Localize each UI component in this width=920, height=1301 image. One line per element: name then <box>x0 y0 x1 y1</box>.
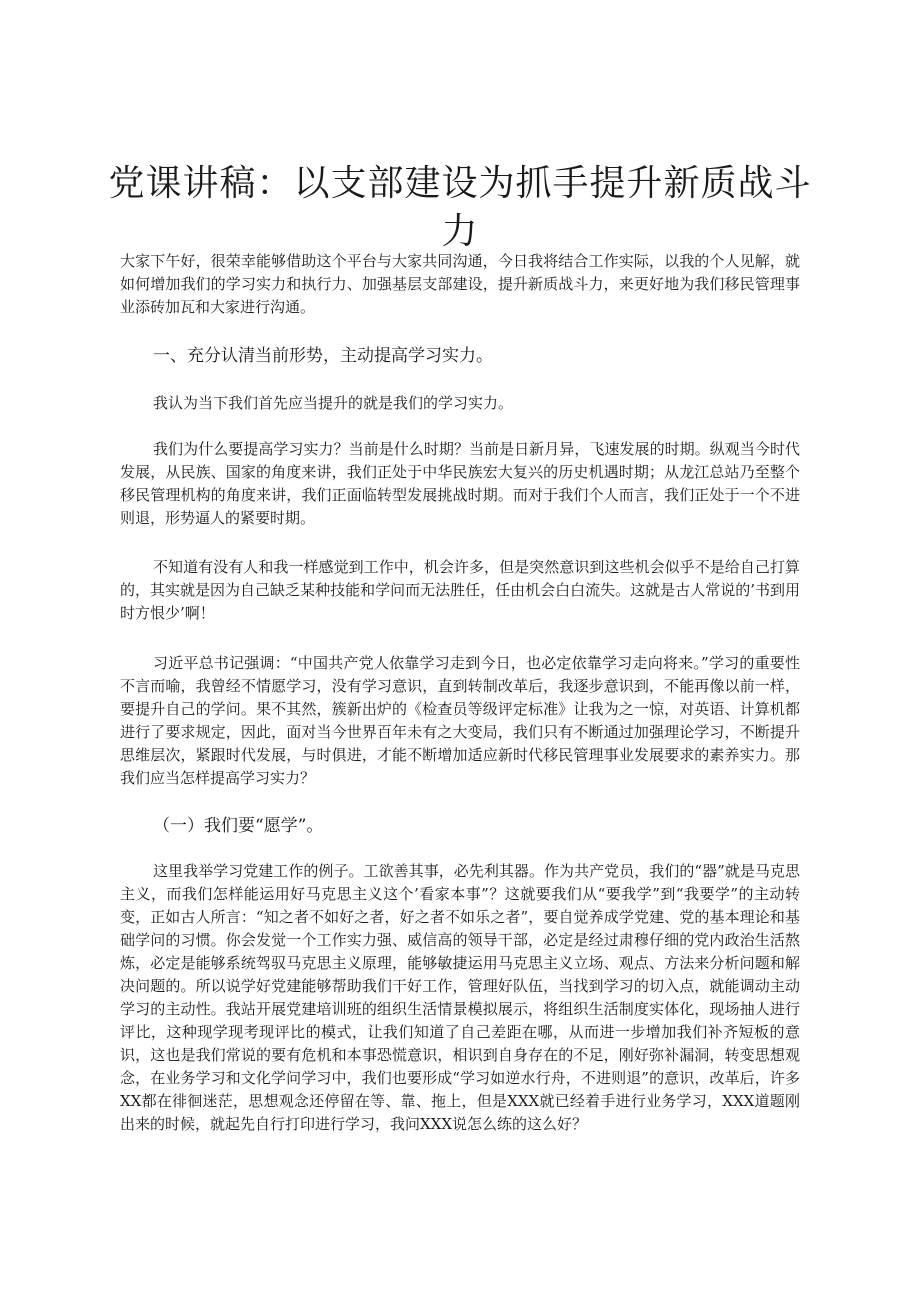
paragraph-2: 我们为什么要提高学习实力？当前是什么时期？当前是日新月异，飞速发展的时期。纵观当今时代发展，从民族、国家的角度来讲，我们正处于中华民族宏大复兴的历史机遇时期；从龙江总站乃至整个移民管理机构的角度来讲，我们正面临转型发展挑战时期。而对于我们个人而言，我们正处于一个不进则退，形势逼人的紧要时期。 <box>120 440 800 527</box>
intro-paragraph: 大家下午好，很荣幸能够借助这个平台与大家共同沟通，今日我将结合工作实际，以我的个人见解，就如何增加我们的学习实力和执行力、加强基层支部建设，提升新质战斗力，来更好地为我们移民管理事业添砖加瓦和大家进行沟通。 <box>120 252 800 316</box>
paragraph-3: 不知道有没有人和我一样感觉到工作中，机会许多，但是突然意识到这些机会似乎不是给自己打算的，其实就是因为自己缺乏某种技能和学问而无法胜任，任由机会白白流失。这就是古人常说的’书到用时方恨少’啊！ <box>120 558 800 622</box>
title-line-1: 党课讲稿：以支部建设为抓手提升新质战斗 <box>108 163 812 204</box>
paragraph-1: 我认为当下我们首先应当提升的就是我们的学习实力。 <box>153 394 514 412</box>
subsection-1-heading: （一）我们要“愿学”。 <box>153 816 324 836</box>
document-title <box>100 160 820 256</box>
paragraph-4: 习近平总书记强调：“中国共产党人依靠学习走到今日，也必定依靠学习走向将来。”学习的重要性不言而喻，我曾经不情愿学习，没有学习意识，直到转制改革后，我逐步意识到，不能再像以前一样，要提升自己的学问。果不其然，簇新出炉的《检查员等级评定标准》让我为之一惊，对英语、计算机都进行了要求规定，因此，面对当今世界百年未有之大变局，我们只有不断通过加强理论学习，不断提升思维层次，紧跟时代发展，与时俱进，才能不断增加适应新时代移民管理事业发展要求的素养实力。那我们应当怎样提高学习实力？ <box>120 654 800 787</box>
paragraph-5: 这里我举学习党建工作的例子。工欲善其事，必先利其器。作为共产党员，我们的“器”就是马克思主义，而我们怎样能运用好马克思主义这个’看家本事”？这就要我们从“要我学”到“我要学”的主动转变，正如古人所言：“知之者不如好之者，好之者不如乐之者”，要自觉养成学党建、党的基本理论和基础学问的习惯。你会发觉一个工作实力强、威信高的领导干部，必定是经过肃穆仔细的党内政治生活熬炼，必定是能够系统驾驭马克思主义原理，能够敏捷运用马克思主义立场、观点、方法来分析问题和解决问题的。所以说学好党建能够帮助我们干好工作，管理好队伍，当找到学习的切入点，就能调动主动学习的主动性。我站开展党建培训班的组织生活情景模拟展示，将组织生活制度实体化，现场抽人进行评比，这种现学现考现评比的模式，让我们知道了自己差距在哪，从而进一步增加我们补齐短板的意识，这也是我们常说的要有危机和本事恐慌意识，相识到自身存在的不足，刚好弥补漏洞，转变思想观念，在业务学习和文化学问学习中，我们也要形成“学习如逆水行舟，不进则退”的意识，改革后，许多XX都在徘徊迷茫，思想观念还停留在等、靠、拖上，但是XXX就已经着手进行业务学习，XXX道题刚出来的时候，就起先自行打印进行学习，我问XXX说怎么练的这么好？ <box>120 862 800 1133</box>
section-1-heading: 一、充分认清当前形势，主动提高学习实力。 <box>153 346 493 366</box>
title-line-2: 力 <box>441 211 479 252</box>
